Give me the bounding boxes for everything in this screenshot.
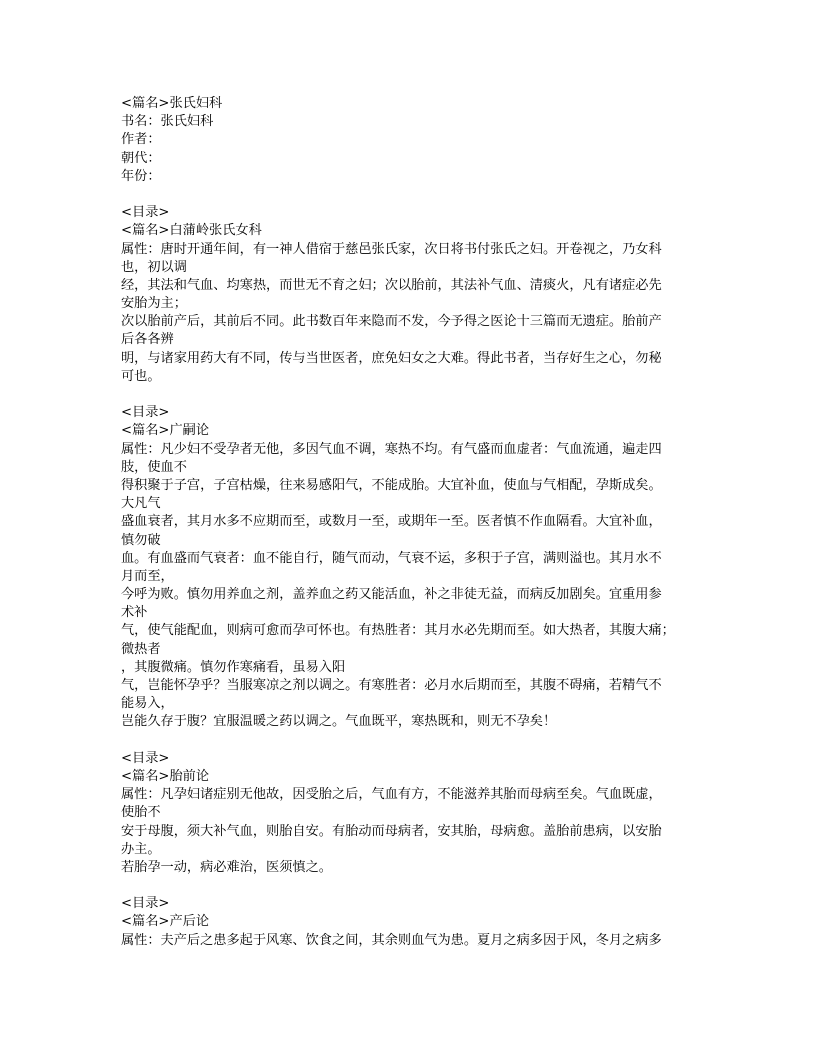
chapter-title: <篇名>张氏妇科 — [121, 96, 223, 111]
text-line: 属性：夫产后之患多起于风寒、饮食之间，其余则血气为患。夏月之病多因于风，冬月之病多 — [121, 932, 662, 948]
toc-marker: <目录> — [121, 205, 170, 221]
paragraph-gap — [121, 877, 701, 895]
text-line: 使胎不 — [121, 805, 161, 821]
section-guangsi — [121, 404, 701, 731]
text-line: 安于母腹，须大补气血，则胎自安。有胎动而母病者，安其胎，母病愈。盖胎前患病，以安胎 — [121, 823, 662, 839]
text-line: 次以胎前产后，其前后不同。此书数百年来隐而不发，今予得之医论十三篇而无遗症。胎前产 — [121, 314, 662, 330]
text-line: 气，使气能配血，则病可愈而孕可怀也。有热胜者：其月水必先期而至。如大热者，其腹大痛； — [121, 623, 675, 639]
text-line: 明，与诸家用药大有不同，传与当世医者，庶免妇女之大难。得此书者，当存好生之心，勿秘 — [121, 350, 662, 366]
text-line: 慎勿破 — [121, 532, 161, 548]
section-title: <篇名>白蒲岭张氏女科 — [121, 223, 262, 239]
text-line: 属性：唐时开通年间，有一神人借宿于慈邑张氏家，次日将书付张氏之妇。开卷视之，乃女科 — [121, 241, 662, 257]
text-line: 今呼为败。慎勿用养血之剂，盖养血之药又能活血，补之非徒无益，而病反加剧矣。宜重用参 — [121, 587, 662, 603]
year: 年份： — [121, 168, 161, 184]
text-line: 属性：凡少妇不受孕者无他，多因气血不调，寒热不均。有气盛而血虚者：气血流通，遍走四 — [121, 441, 662, 457]
text-line: 岂能久存于腹？宜服温暖之药以调之。气血既平，寒热既和，则无不孕矣！ — [121, 714, 557, 730]
text-line: 能易入， — [121, 696, 174, 712]
book-name: 书名：张氏妇科 — [121, 114, 214, 130]
text-line: 盛血衰者，其月水多不应期而至，或数月一至，或期年一至。医者慎不作血隔看。大宜补血， — [121, 514, 662, 530]
text-line: 若胎孕一动，病必难治，医须慎之。 — [121, 859, 332, 875]
toc-marker: <目录> — [121, 896, 170, 912]
text-line: 后各各辨 — [121, 332, 174, 348]
text-line: 经，其法和气血、均寒热，而世无不育之妇；次以胎前，其法补气血、清痰火，凡有诸症必先 — [121, 277, 662, 293]
text-line: 可也。 — [121, 368, 161, 384]
toc-marker: <目录> — [121, 750, 170, 766]
paragraph-gap — [121, 732, 701, 750]
text-line: 也，初以调 — [121, 259, 187, 275]
paragraph-gap — [121, 186, 701, 204]
section-title: <篇名>产后论 — [121, 914, 210, 930]
toc-marker: <目录> — [121, 405, 170, 421]
text-line: 大凡气 — [121, 496, 161, 512]
text-line: 肢，使血不 — [121, 459, 187, 475]
text-line: 办主。 — [121, 841, 161, 857]
text-line: ，其腹微痛。慎勿作寒痛看，虽易入阳 — [121, 659, 346, 675]
text-line: 血。有血盛而气衰者：血不能自行，随气而动，气衰不运，多积于子宫，满则溢也。其月水不 — [121, 550, 662, 566]
text-line: 术补 — [121, 605, 148, 621]
section-title: <篇名>胎前论 — [121, 768, 210, 784]
text-line: 气，岂能怀孕乎？当服寒凉之剂以调之。有寒胜者：必月水后期而至，其腹不碍痛，若精气不 — [121, 678, 662, 693]
book-header — [121, 95, 701, 186]
section-chanhou — [121, 895, 701, 950]
document-page — [121, 95, 701, 950]
text-line: 属性：凡孕妇诸症别无他故，因受胎之后，气血有方，不能滋养其胎而母病至矣。气血既虚， — [121, 787, 662, 803]
dynasty: 朝代： — [121, 150, 161, 166]
author: 作者： — [121, 132, 161, 148]
section-taiqian — [121, 750, 701, 877]
text-line: 安胎为主； — [121, 296, 187, 312]
section-title: <篇名>广嗣论 — [121, 423, 210, 439]
paragraph-gap — [121, 386, 701, 404]
text-line: 得积聚于子宫，子宫枯燥，往来易感阳气，不能成胎。大宜补血，使血与气相配，孕斯成矣。 — [121, 477, 662, 493]
section-baipuling — [121, 204, 701, 386]
text-line: 月而至， — [121, 568, 174, 584]
text-line: 微热者 — [121, 641, 161, 657]
